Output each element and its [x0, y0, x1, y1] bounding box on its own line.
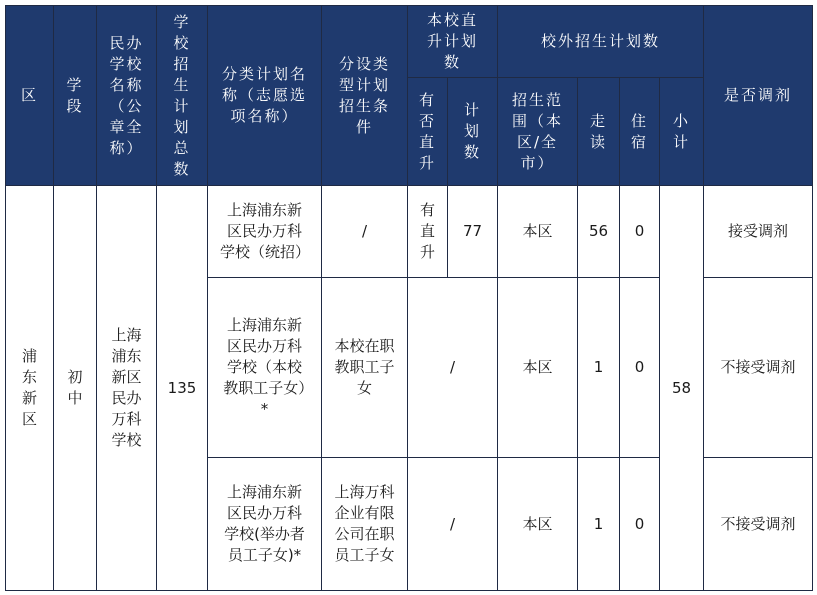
header-stage: 学段 [54, 6, 97, 186]
cell-scope: 本区 [498, 186, 578, 278]
header-scope: 招生范围（本区/全市） [498, 78, 578, 186]
cell-category: 上海浦东新区民办万科学校(举办者员工子女)* [208, 458, 322, 591]
cell-condition: 上海万科企业有限公司在职员工子女 [322, 458, 408, 591]
cell-district: 浦东新区 [6, 186, 54, 591]
cell-direct: / [408, 458, 498, 591]
header-direct-plan: 计划数 [448, 78, 498, 186]
table-row [6, 186, 813, 278]
cell-adjust: 不接受调剂 [704, 278, 813, 458]
cell-category: 上海浦东新区民办万科学校（本校教职工子女）* [208, 278, 322, 458]
header-total-plan: 学校招生计划总数 [157, 6, 208, 186]
cell-condition: / [322, 186, 408, 278]
cell-scope: 本区 [498, 278, 578, 458]
table-body [6, 186, 813, 591]
enrollment-plan-table-container [5, 5, 812, 590]
header-boarding: 住宿 [620, 78, 660, 186]
cell-day: 1 [578, 278, 620, 458]
cell-boarding: 0 [620, 186, 660, 278]
header-has-direct: 有否直升 [408, 78, 448, 186]
header-direct-group: 本校直升计划数 [408, 6, 498, 78]
header-conditions: 分设类型计划招生条件 [322, 6, 408, 186]
cell-has-direct: 有直升 [408, 186, 448, 278]
cell-adjust: 不接受调剂 [704, 458, 813, 591]
header-school-name: 民办学校名称（公章全称） [97, 6, 157, 186]
cell-boarding: 0 [620, 278, 660, 458]
header-subtotal: 小计 [660, 78, 704, 186]
header-external-group: 校外招生计划数 [498, 6, 704, 78]
cell-subtotal: 58 [660, 186, 704, 591]
table-header [6, 6, 813, 186]
cell-stage: 初中 [54, 186, 97, 591]
cell-category: 上海浦东新区民办万科学校（统招） [208, 186, 322, 278]
cell-day: 1 [578, 458, 620, 591]
cell-day: 56 [578, 186, 620, 278]
header-day: 走读 [578, 78, 620, 186]
cell-boarding: 0 [620, 458, 660, 591]
header-district: 区 [6, 6, 54, 186]
header-category-name: 分类计划名称（志愿选项名称） [208, 6, 322, 186]
cell-scope: 本区 [498, 458, 578, 591]
cell-direct-plan: 77 [448, 186, 498, 278]
cell-total-plan: 135 [157, 186, 208, 591]
cell-condition: 本校在职教职工子女 [322, 278, 408, 458]
header-adjust: 是否调剂 [704, 6, 813, 186]
cell-adjust: 接受调剂 [704, 186, 813, 278]
enrollment-plan-table [5, 5, 813, 591]
cell-direct: / [408, 278, 498, 458]
cell-school-name: 上海浦东新区民办万科学校 [97, 186, 157, 591]
